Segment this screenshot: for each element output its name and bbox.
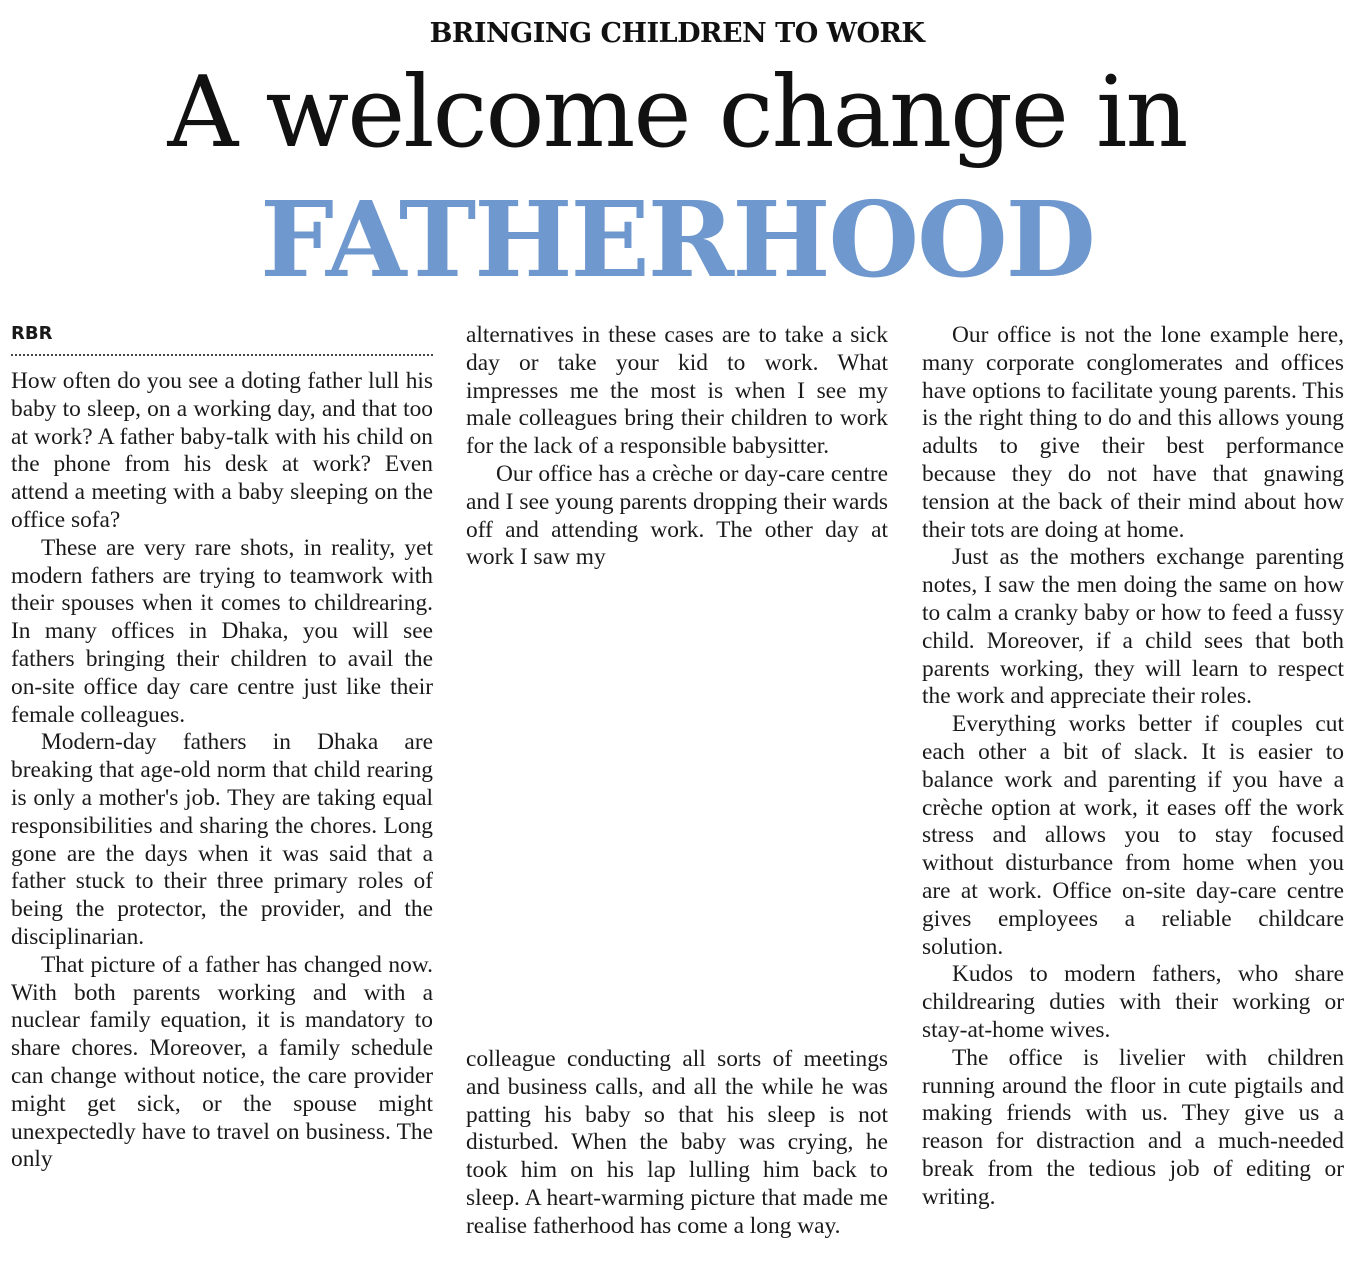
paragraph: Modern-day fathers in Dhaka are breaking that age-old norm that child rearing is only a mother's job. They are taking equal responsibilities and sharing the chores. Long gone are the days when it was said that a father stuck to their three primary roles of being the protector, the provider, and the disciplinarian.	[11, 729, 433, 950]
paragraph: Our office has a crèche or day-care centre and I see young parents dropping their wards off and attending work. The other day at work I saw my	[466, 460, 888, 571]
paragraph: Our office is not the lone example here, many corporate conglomerates and offices have options to facilitate young parents. This is the right thing to do and this allows young adults to give their best performance because they do not have that gnawing tension at the back of their mind about how their tots are doing at home.	[922, 322, 1344, 543]
byline-divider	[11, 350, 433, 356]
column-3	[922, 322, 1344, 1212]
paragraph: colleague conducting all sorts of meetings and business calls, and all the while he was patting his baby so that his sleep is not disturbed. When the baby was crying, he took him on his lap lulling him back to sleep. A heart-warming picture that made me realise fatherhood has come a long way.	[466, 1046, 888, 1239]
column-2-top	[466, 322, 888, 572]
paragraph: Everything works better if couples cut each other a bit of slack. It is easier to balance work and parenting if you have a crèche option at work, it eases off the work stress and allows you to stay focused without disturbance from home when you are at work. Office on-site day-care centre gives employees a reliable childcare solution.	[922, 711, 1344, 960]
column-2-bottom	[466, 1046, 888, 1241]
article-headline-accent: FATHERHOOD	[260, 178, 1094, 301]
paragraph: alternatives in these cases are to take a sick day or take your kid to work. What impresses me the most is when I see my male colleagues bring their children to work for the lack of a responsible babysitter.	[466, 322, 888, 460]
paragraph: These are very rare shots, in reality, yet modern fathers are trying to teamwork with their spouses when it comes to childrearing. In many offices in Dhaka, you will see fathers bringing their children to avail the on-site office day care centre just like their female colleagues.	[11, 534, 433, 728]
paragraph: The office is livelier with children running around the floor in cute pigtails and making friends with us. They give us a reason for distraction and a much-needed break from the tedious job of editing or writing.	[922, 1044, 1344, 1210]
article-kicker: BRINGING CHILDREN TO WORK	[429, 18, 925, 49]
byline: RBR	[11, 323, 53, 344]
article-headline: A welcome change in	[167, 56, 1187, 170]
column-1	[11, 322, 433, 1174]
paragraph: How often do you see a doting father lull his baby to sleep, on a working day, and that too at work? A father baby-talk with his child on the phone from his desk at work? Even attend a meeting with a baby sleeping on the office sofa?	[11, 368, 433, 533]
paragraph: Kudos to modern fathers, who share childrearing duties with their working or stay-at-home wives.	[922, 961, 1344, 1043]
paragraph: That picture of a father has changed now. With both parents working and with a nuclear family equation, it is mandatory to share chores. Moreover, a family schedule can change without notice, the care provider might get sick, or the spouse might unexpectedly have to travel on business. The only	[11, 951, 433, 1173]
paragraph: Just as the mothers exchange parenting notes, I saw the men doing the same on how to calm a cranky baby or how to feed a fussy child. Moreover, if a child sees that both parents working, they will learn to respect the work and appreciate their roles.	[922, 544, 1344, 710]
